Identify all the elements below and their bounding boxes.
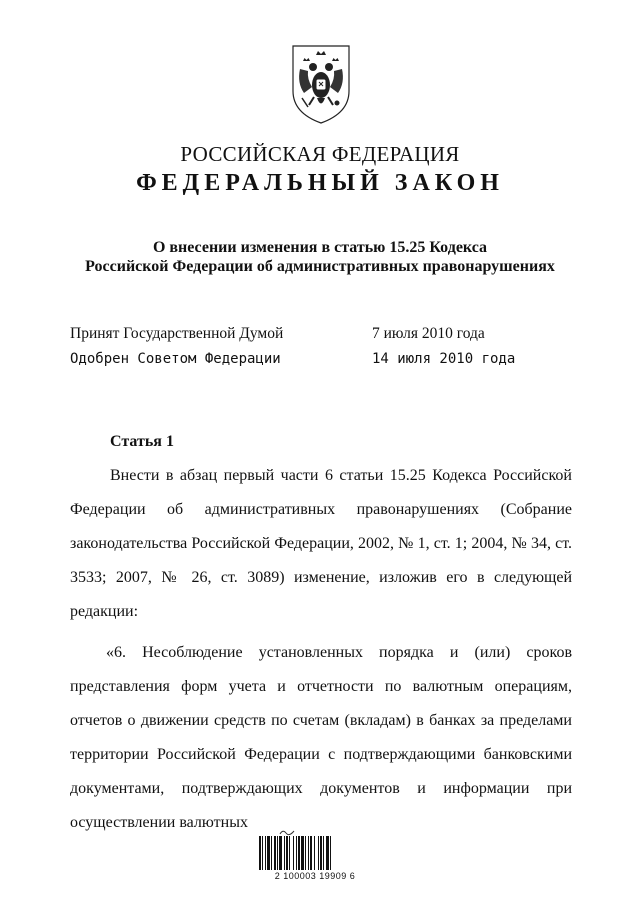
article-paragraph-1: Внести в абзац первый части 6 статьи 15.25 Кодекса Российской Федерации об административных правонарушениях (Собрание законодательства Российской Федерации, 2002, № 1, ст. 1; 2004, № 34, ст. 3533; 2007, № 26, ст. 3089) изменение, изложив его в следующей редакции:: [70, 467, 572, 620]
barcode-number: 2 100003 19909 6: [274, 871, 356, 881]
barcode-bar: [323, 836, 324, 870]
barcode-bar: [293, 836, 294, 870]
law-title-line-2: Российской Федерации об административных правонарушениях: [85, 258, 555, 275]
article-heading: Статья 1: [110, 433, 174, 450]
article-paragraph-2: «6. Несоблюдение установленных порядка и (или) сроков представления форм учета и отчетности по валютным операциям, отчетов о движении средств по счетам (вкладам) в банках за пределами территории Российской Федерации с подтверждающими банковскими документами, подтверждающих документов и информации при осуществлении валютных: [70, 644, 572, 831]
duma-adoption-date: 7 июля 2010 года: [372, 325, 485, 342]
barcode-bar: [326, 836, 329, 870]
barcode-bar: [310, 836, 312, 870]
barcode-bar: [274, 836, 276, 870]
barcode-bar: [284, 836, 285, 870]
law-title-line-1: О внесении изменения в статью 15.25 Кодекса: [152, 239, 488, 256]
barcode-bar: [267, 836, 270, 870]
barcode-bar: [314, 836, 315, 870]
handwritten-mark: [279, 828, 295, 838]
country-name: РОССИЙСКАЯ ФЕДЕРАЦИЯ: [180, 142, 460, 166]
council-approval-date: 14 июля 2010 года: [372, 351, 516, 367]
barcode-bar: [271, 836, 272, 870]
barcode-bar: [259, 836, 261, 870]
barcode-bar: [286, 836, 288, 870]
barcode-bar: [298, 836, 300, 870]
law-title: [0, 238, 640, 276]
barcode: [255, 836, 375, 870]
barcode-bar: [320, 836, 322, 870]
council-approval-label: Одобрен Советом Федерации: [70, 351, 281, 367]
coat-of-arms-icon: [290, 43, 352, 125]
barcode-bar: [301, 836, 304, 870]
barcode-bar: [265, 836, 266, 870]
barcode-bar: [305, 836, 306, 870]
barcode-bar: [330, 836, 331, 870]
barcode-bar: [308, 836, 309, 870]
barcode-bar: [277, 836, 278, 870]
barcode-block: [255, 836, 375, 881]
barcode-bar: [279, 836, 282, 870]
law-type-heading: ФЕДЕРАЛЬНЫЙ ЗАКОН: [136, 170, 504, 196]
barcode-bar: [262, 836, 263, 870]
duma-adoption-label: Принят Государственной Думой: [70, 325, 284, 342]
barcode-bar: [296, 836, 297, 870]
barcode-bar: [318, 836, 319, 870]
barcode-bar: [289, 836, 290, 870]
